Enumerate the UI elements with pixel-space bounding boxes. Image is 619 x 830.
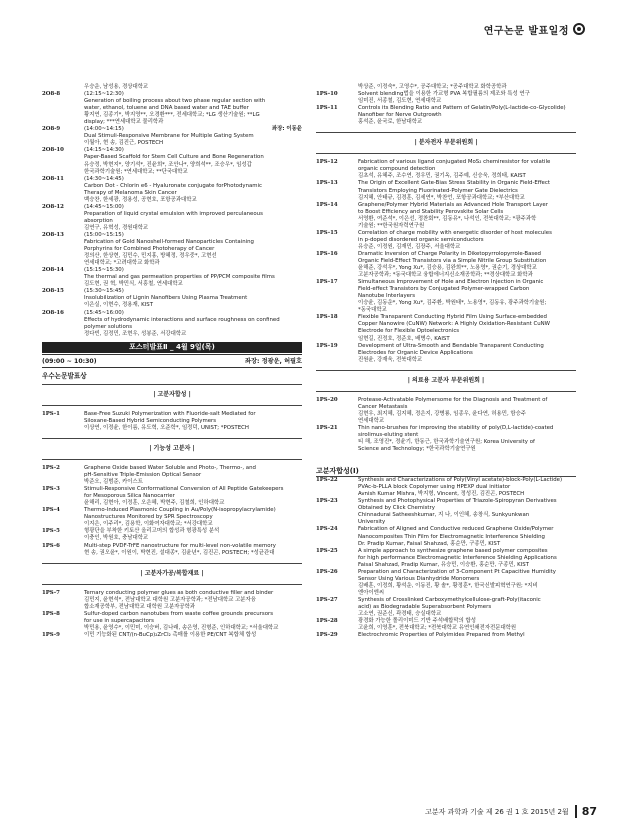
entry-line: Field-effect Transistors by Conjugated Polymer-wrapped Carbon [358, 286, 530, 293]
entry-body [358, 477, 576, 498]
entry-line: A simple approach to synthesize graphene based polymer composites [358, 547, 548, 554]
entry-code: 1PS-14 [316, 201, 338, 208]
program-entry [316, 279, 576, 314]
entry-line: (14:15~14:30) [84, 147, 124, 154]
entry-line: Chinnadurai Satheeshkumar, 지 나, 이인혜, 송창식, Sunkyunkwan [358, 512, 530, 519]
entry-body [84, 176, 302, 204]
divider [316, 132, 576, 133]
entry-body [358, 159, 576, 180]
entry-code: 1PS-21 [316, 424, 338, 431]
entry-body [358, 180, 576, 201]
entry-line: The Origin of Excellent Gate-Bias Stress Stability in Organic Field-Effect [358, 180, 550, 187]
entry-line: 백승찬, 한세광, 정용성, 공현호, 포항공과대학교 [84, 196, 197, 203]
entry-line: Synthesis of Crosslinked Carboxymethylcellulose-graft-Poly(itaconic [358, 596, 541, 603]
entry-code: 2O8-10 [42, 147, 64, 154]
entry-code [42, 133, 84, 147]
entry-body [84, 267, 302, 288]
divider [42, 384, 302, 385]
entry-line: (15:00~15:15) [84, 231, 124, 238]
page-number: 87 [575, 805, 597, 818]
entry-code: 1PS-8 [42, 610, 60, 617]
entry-line: Obtained by Click Chemistry [358, 505, 435, 512]
entry-line: Siloxane-Based Hybrid Semiconducting Polymers [84, 417, 217, 424]
program-entry [42, 176, 302, 204]
entry-body [84, 84, 302, 91]
header-title: 연구논문 발표일정 [483, 26, 569, 37]
entry-line: 연세대학교 [358, 417, 385, 424]
entry-line: polymer solutions [84, 323, 133, 330]
entry-body [358, 105, 576, 126]
entry-line: 광경화 가능한 폴리이미드 기반 주석배합막의 합성 [358, 618, 476, 625]
program-entry [316, 159, 576, 180]
entry-line: Nanostructures Monitored by SPR Spectroscopy [84, 514, 213, 521]
entry-line: Organic Field-Effect Transistors via a Simple Nitrile Group Substitution [358, 257, 547, 264]
entry-line: 형광단을 부착한 키토산 올리고머의 합성과 형광특성 분석 [84, 528, 220, 535]
program-entry [316, 618, 576, 632]
entry-body [84, 147, 302, 175]
entry-line: organic compound detection [358, 166, 436, 173]
left-column [42, 84, 302, 645]
entry-line: 이은실, 이현수, 정용재, KIST [84, 302, 153, 309]
entry-line: 황지연, 김종기*, 박지영**, 오경환***, 전세대학교; *LG 생산기술원; **LG [84, 112, 260, 119]
section-heading [316, 377, 576, 384]
entry-line: Dramatic Inversion of Charge Polarity in Diketopyrrolopyrrole-Based [358, 250, 541, 257]
entry-line: Cancer Metastasis [358, 403, 408, 410]
entry-body [358, 425, 576, 453]
entry-line: 이충인, 박원호, 충남대학교 [84, 535, 149, 542]
entry-line: Correlation of charge mobility with energetic disorder of host molecules [358, 229, 552, 236]
entry-line: 김지혜, 안태규, 김경훈, 김세연*, 박찬언, 포항공과대학교; *부산대학교 [358, 194, 525, 201]
entry-line: Nanofiber for Nerve Outgrowth [358, 112, 442, 119]
entry-code: 2O8-15 [42, 288, 64, 295]
entry-line: absorption [84, 217, 113, 224]
entry-code: 1PS-28 [316, 618, 338, 625]
entry-code: 1PS-19 [316, 342, 338, 349]
entry-body [84, 486, 302, 507]
entry-body [358, 618, 576, 632]
entry-line: for high performance Electromagnetic Interference Shielding Applications [358, 554, 557, 561]
entry-line: to Boost Efficiency and Stability Perovskite Solar Cells [358, 208, 504, 215]
program-entry [42, 267, 302, 288]
entry-line: acid) as Biodegradable Superabsorbent Polymers [358, 604, 492, 610]
entry-body [358, 84, 576, 91]
entry-line: Graphene Oxide based Water Soluble and Photo-, Thermo-, and [84, 465, 256, 472]
entry-line: 박민용, 윤영수*, 이민미, 이승버, 김나래, 송은영, 진형준, 인하대학교; *서울대학교 [84, 624, 279, 631]
section-heading-label: | 고분자합성 | [153, 390, 191, 398]
entry-body [84, 632, 302, 639]
entry-line: Therapy of Melanoma Skin Cancer [84, 189, 177, 196]
entry-code: 2O8-16 [42, 309, 64, 316]
entry-body [358, 343, 576, 364]
entry-line: 정의산, 한상현, 김민수, 민지홍, 방혜정, 정우중*, 고현선 [84, 253, 217, 260]
entry-line: 유승준, 이정원, 김재민, 김장주, 서울대학교 [358, 243, 461, 250]
program-entry [316, 548, 576, 569]
poster-time-row [42, 354, 302, 368]
program-entry [42, 632, 302, 639]
entry-line: 우승운, 남성용, 경상대학교 [84, 84, 149, 90]
entry-code: 1PS-26 [316, 568, 338, 575]
program-entry [42, 147, 302, 175]
entry-line: 유승정, 박현지*, 양기석*, 진윤희*, 조안나*, 양희석**, 조승우*, 임성갑 [84, 161, 252, 168]
entry-body [358, 498, 576, 526]
entry-line: 엔아이엔씨 [358, 589, 385, 596]
entry-line: Protease-Activatable Polymersome for the Diagnosis and Treatment of [358, 396, 548, 403]
entry-body [84, 590, 302, 611]
section-title: 고분자합성(Ⅰ) [316, 467, 359, 476]
program-entry [316, 251, 576, 279]
entry-line: Insolubilization of Lignin Nanofibers Using Plasma Treatment [84, 295, 248, 302]
entry-line: (15:15~15:30) [84, 267, 124, 274]
entry-line: 기술원; **한국원자력연구원 [358, 222, 425, 229]
entry-body [358, 526, 576, 547]
entry-line: Solvent blending법을 이용한 가교형 PVA 복합필름의 제조와 특성 연구 [358, 91, 530, 98]
entry-code: 1PS-13 [316, 180, 338, 187]
entry-line: Faisal Shahzad, Pradip Kumar, 유승민, 이승환, 홍순만, 구종민, KIST [358, 561, 529, 568]
entry-line: *동국대학교 [358, 307, 387, 314]
entry-code: 1PS-5 [42, 528, 60, 535]
entry-line: Nanotube Interlayers [358, 293, 416, 300]
entry-code: 1PS-27 [316, 596, 338, 603]
entry-line: 이월아, 현 송, 김진근, POSTECH [84, 140, 164, 147]
divider [42, 438, 302, 439]
entry-code: 1PS-16 [316, 250, 338, 257]
entry-body [358, 230, 576, 251]
entry-body [84, 411, 302, 432]
program-entry [316, 597, 576, 618]
section-heading-label: | 분자전자 부문위원회 | [414, 139, 478, 147]
entry-line: Dual Stimuli-Responsive Membrane for Multiple Gating System [84, 133, 254, 140]
entry-line: (14:00~14:15) [84, 126, 124, 133]
entry-line: 이상연, 이정윤, 한이름, 유도혁, 오준학*, 임정덕, UNIST; *POSTECH [84, 424, 249, 431]
entry-line: 한국과학기술원; *연세대학교; **단국대학교 [84, 168, 188, 175]
entry-line: 정다빈, 김정민, 조현우, 성봉준, 서강대학교 [84, 330, 187, 337]
entry-code: 2O8-13 [42, 231, 64, 238]
entry-body [358, 597, 576, 618]
entry-line: Carbon Dot - Chlorin e6 - Hyaluronate conjugate forPhotodynamic [84, 182, 263, 189]
entry-line: 고소연, 권준신, 곽경태, 승실대학교 [358, 611, 442, 618]
page-footer [425, 805, 597, 818]
right-column [316, 84, 576, 639]
entry-line: 김배훈, 이정희, 황석운, 이동진, 황 솔*, 황정훈*, 한국신발피혁연구원; *지비 [358, 582, 538, 589]
entry-line: Generation of boiling process about two phase regular section with [84, 98, 266, 105]
entry-body [84, 310, 302, 338]
program-entry [42, 288, 302, 309]
entry-body [84, 288, 302, 309]
entry-line: 티 해, 조영진*, 정윤기, 한동근, 한국과학기술연구원; Korea University of [358, 439, 535, 446]
program-entry [42, 590, 302, 611]
entry-line: (14:45~15:00) [84, 203, 124, 210]
entry-line: 이민 기능화된 CNT/(n-BuCp)₂ZrCl₂ 촉매를 이용한 PE/CNT 복합체 합성 [84, 631, 257, 638]
program-entry [316, 314, 576, 342]
entry-line: 김민지, 윤현석*, 전남대학교 대학원 고분자공학과; *전남대학교 고분자융 [84, 596, 256, 603]
entry-body [358, 251, 576, 279]
entry-line: (12:15~12:30) [84, 91, 124, 98]
entry-body [358, 91, 576, 105]
entry-body [84, 126, 302, 133]
entry-body [84, 133, 302, 147]
program-entry [42, 465, 302, 486]
entry-line: Transistors Employing Fluorinated-Polymer Gate Dielectrics [358, 187, 518, 194]
program-entry [42, 126, 302, 133]
entry-line: Preparation and Characterization of 3-Component Pt Capacitive Humidity [358, 568, 556, 575]
divider [316, 370, 576, 371]
poster-time: (09:00 ~ 10:30) [42, 357, 97, 365]
program-entry [42, 84, 302, 91]
entry-line: 김초석, 유혜주, 조수연, 정우민, 권기옥, 김주예, 신승욱, 정희태, KAIST [358, 173, 526, 180]
entry-line: Controls its Blending Ratio and Pattern of Gelatin/Poly(L-lactide-co-Glycolide) [358, 105, 566, 112]
program-entry [316, 632, 576, 639]
entry-line: (15:30~15:45) [84, 288, 124, 295]
entry-code: 1PS-10 [316, 91, 338, 98]
program-entry [316, 569, 576, 597]
entry-line: 김현우, 최지혜, 김지혜, 정은지, 강병룡, 임종우, 윤다연, 허용민, 함승주 [358, 410, 527, 417]
entry-body [84, 465, 302, 486]
entry-body [84, 232, 302, 267]
program-entry [316, 526, 576, 547]
entry-code: 1PS-12 [316, 159, 338, 166]
entry-line: Electrochromic Properties of Polyimides Prepared from Methyl [358, 632, 525, 639]
entry-line: Effects of hydrodynamic interactions and surface roughness on confined [84, 316, 280, 323]
entry-line: Fabrication of various ligand conjugated MoS₂ chemiresistor for volatile [358, 159, 551, 166]
program-entry [42, 133, 302, 147]
entry-line: Simultaneous Improvement of Hole and Electron Injection in Organic [358, 279, 544, 286]
program-entry [42, 232, 302, 267]
entry-line: (15:45~16:00) [84, 309, 124, 316]
section-heading [42, 391, 302, 398]
entry-line: 윤해준, 강석우*, Yong Xu*, 김승용, 김완희**, 노용영*, 권순기, 경상대학교 [358, 265, 537, 272]
entry-line: for use in supercapacitors [84, 617, 154, 624]
entry-body [84, 204, 302, 232]
entry-line: 홍석준, 윤국로, 한남대학교 [358, 119, 423, 126]
entry-line: Sensor Using Various Dianhydride Monomers [358, 575, 480, 582]
entry-line: 합소재공학부, 전남대학교 대학원 고분자공학과 [84, 603, 196, 610]
entry-line: Dr. Pradip Kumar, Faisal Shahzad, 홍순만, 구종민, KIST [358, 540, 501, 547]
section-heading [42, 570, 302, 577]
entry-line: 연세대학교; *고려대학교 화학과 [84, 260, 160, 267]
program-entry [316, 477, 576, 498]
entry-code: 1PS-2 [42, 465, 60, 472]
entry-line: in p-doped disordered organic semiconductors [358, 236, 484, 243]
entry-line: Fabrication of Aligned and Conductive reduced Graphene Oxide/Polymer [358, 526, 554, 533]
divider [42, 563, 302, 564]
entry-line: 현 송, 권오윤*, 이원이, 박현진, 설대종*, 김윤년*, 김진곤, POSTECH; *성균관대 [84, 549, 275, 556]
entry-line: 이승윤, 김동운*, Yong Xu*, 김주환, 박원태*, 노용영*, 김동유, 광주과학기술원; [358, 300, 547, 307]
entry-code: 1PS-29 [316, 632, 338, 639]
entry-line: Fabrication of Gold Nanoshell-formed Nanoparticles Containing [84, 239, 254, 246]
entry-body [84, 507, 302, 528]
program-entry [42, 528, 302, 542]
entry-line: Sulfur-doped carbon nanotubes from waste coffee grounds precursors [84, 610, 274, 617]
entry-line: 김연구, 유혁성, 경원대학교 [84, 224, 149, 231]
entry-line: water, ethanol, toluene and DNA based water and TAE buffer [84, 105, 249, 112]
entry-line: 임현길, 진정호, 정준호, 배병수, KAIST [358, 335, 450, 342]
program-entry [42, 507, 302, 528]
entry-code [42, 84, 84, 91]
entry-body [84, 528, 302, 542]
entry-code: 2O8-12 [42, 203, 64, 210]
entry-line: (14:30~14:45) [84, 175, 124, 182]
program-entry [316, 343, 576, 364]
entry-body [358, 314, 576, 342]
program-entry [42, 411, 302, 432]
entry-line: 이지은, 이주리*, 김용학, 이화여자대학교; *서강대학교 [84, 521, 213, 528]
entry-line: display; ***연세대학교 물리학과 [84, 119, 164, 126]
entry-line: Base-Free Suzuki Polymerization with Fluoride-salt Mediated for [84, 410, 256, 417]
program-entry [316, 425, 576, 453]
entry-code: 2O8-14 [42, 267, 64, 274]
entry-line: University [358, 519, 386, 526]
entry-code: 2O8-8 [42, 91, 61, 98]
entry-line: 윤해리, 김현아, 이정훈, 오은혜, 박현주, 김철희, 인하대학교 [84, 500, 225, 507]
entry-line: Nanocomposites Thin Film for Electromagnetic Interference Shielding [358, 533, 545, 540]
entry-code: 2O8-11 [42, 175, 64, 182]
program-entry [42, 204, 302, 232]
journal-info: 고분자 과학과 기술 제 26 권 1 호 2015년 2월 [425, 807, 569, 816]
entry-line: 진원윤, 강재욱, 전북대학교 [358, 356, 423, 363]
entry-line: pH-Sensitive Triple-Emission Optical Sensor [84, 472, 202, 479]
section-heading-label: | 기능성 고분자 | [149, 444, 195, 452]
entry-line: Porphyrins for Combined Photoherapy of Cancer [84, 246, 215, 253]
session-chair: 좌장: 이동윤 [271, 126, 302, 133]
entry-code: 1PS-1 [42, 410, 60, 417]
circle-bullet-icon [573, 23, 585, 35]
program-entry [316, 180, 576, 201]
entry-code: 1PS-11 [316, 105, 338, 112]
entry-line: Preparation of liquid crystal emulsion with improved perculaneous [84, 210, 263, 217]
entry-code: 1PS-4 [42, 507, 60, 514]
entry-code: 1PS-22 [316, 477, 338, 484]
entry-line: Multi-step PVDF-TrFE nanostructure for multi-level non-volatile memory [84, 542, 276, 549]
program-entry [316, 230, 576, 251]
entry-line: Synthesis and Photophysical Properties of Triazole-Spiropyran Derivatives [358, 498, 557, 505]
entry-body [358, 548, 576, 569]
entry-code: 2O8-9 [42, 126, 61, 133]
entry-code: 1PS-9 [42, 631, 60, 638]
program-entry [316, 105, 576, 126]
entry-line: The thermal and gas permeation properties of PP/PCM composite films [84, 274, 275, 281]
entry-code: 1PS-17 [316, 279, 338, 286]
program-entry [42, 543, 302, 557]
program-entry [42, 310, 302, 338]
entry-line: Graphene/Polymer Hybrid Materials as Advanced Hole Transport Layer [358, 201, 548, 208]
entry-code: 1PS-3 [42, 486, 60, 493]
entry-code [316, 84, 358, 91]
entry-line: Ternary conducting polymer glues as both conductive filler and binder [84, 589, 274, 596]
page-header [484, 22, 585, 37]
program-entry [42, 486, 302, 507]
poster-chair: 좌장: 정광운, 허필호 [245, 357, 302, 365]
entry-code: 1PS-20 [316, 396, 338, 403]
entry-line: Science and Technology; *한국과학기술연구원 [358, 446, 476, 453]
entry-code: 1PS-24 [316, 526, 338, 533]
poster-session-banner: 포스터발표Ⅱ _ 4월 9일(목) [42, 342, 302, 353]
section-heading [316, 139, 576, 146]
section-heading-label: | 의료용 고분자 부문위원회 | [407, 376, 485, 384]
entry-line: Copper Nanowire (CuNW) Network: A Highly Oxidation-Resistant CuNW [358, 321, 550, 328]
entry-line: Thermo-Induced Plasmonic Coupling in Au/Poly(N-isopropylacrylamide) [84, 507, 276, 514]
entry-line: 임미진, 서종철, 김도현, 연세대학교 [358, 98, 442, 105]
program-entry [316, 91, 576, 105]
entry-code: 1PS-6 [42, 542, 60, 549]
entry-line: Stimuli-Responsive Conformational Conversion of All Peptide Gatekeepers [84, 486, 284, 493]
entry-code: 1PS-7 [42, 589, 60, 596]
entry-line: Electrode for Flexible Optoelectronics [358, 328, 460, 335]
entry-code: 1PS-23 [316, 498, 338, 505]
entry-line: Synthesis and Characterizations of Poly(Vinyl acetate)-block-Poly(L-Lactide) [358, 477, 563, 484]
entry-line: 서영환, 여준석*, 이은선, 정찬회**, 김동유*, 나석인, 전북대학교; *광주과학 [358, 215, 537, 222]
entry-line: Avnish Kumar Mishra, 박지형, Vincent, 정성진, 김진곤, POSTECH [358, 491, 525, 498]
entry-body [84, 611, 302, 632]
entry-body [358, 632, 576, 639]
entry-time-row [84, 126, 302, 133]
entry-body [84, 543, 302, 557]
poster-award-title: 우수논문발표상 [42, 371, 87, 380]
entry-line: 박상준, 이정숙*, 고영수*, 공주대학교; *공주대학교 화학공학과 [358, 84, 507, 90]
section-heading-label: | 고분자가공/복합재료 | [140, 569, 204, 577]
entry-line: Flexible Transparent Conducting Hybrid Film Using Surface-embedded [358, 314, 547, 321]
entry-line: 고윤희, 이영훈*, 전북대학교; *전북대학교 유연인쇄전자전문대학원 [358, 625, 517, 632]
section-heading [42, 445, 302, 452]
entry-body [358, 569, 576, 597]
program-entry [316, 84, 576, 91]
entry-line: Paper-Based Scaffold for Stem Cell Culture and Bone Regeneration [84, 154, 264, 161]
entry-line: sirolimus-eluting stent [358, 431, 419, 438]
entry-line: PVAc-b-PLLA block Copolymer using HPEXP dual initiator [358, 484, 511, 491]
entry-body [358, 279, 576, 314]
entry-line: 김도현, 권 혁, 박민식, 서흥철, 연세대학교 [84, 281, 183, 288]
entry-code: 1PS-25 [316, 547, 338, 554]
program-entry [316, 498, 576, 526]
program-entry [42, 611, 302, 632]
program-entry [42, 91, 302, 126]
entry-line: for Mesoporous Silica Nanocarrier [84, 493, 175, 500]
entry-code: 1PS-15 [316, 229, 338, 236]
entry-line: 박준오, 김범준, 카이스트 [84, 479, 143, 486]
entry-line: Electrodes for Organic Device Applications [358, 349, 473, 356]
program-entry [316, 397, 576, 425]
entry-body [84, 91, 302, 126]
entry-code: 1PS-18 [316, 314, 338, 321]
entry-line: 고분자공학과; *동국대학교 융합에너지신소재공학과; **경상대학교 화학과 [358, 272, 533, 279]
entry-body [358, 202, 576, 230]
program-entry [316, 202, 576, 230]
entry-line: Thin nano-brushes for improving the stability of poly(D,L-lactide)-coated [358, 424, 554, 431]
entry-line: Development of Ultra-Smooth and Bendable Transparent Conducting [358, 342, 544, 349]
entry-body [358, 397, 576, 425]
